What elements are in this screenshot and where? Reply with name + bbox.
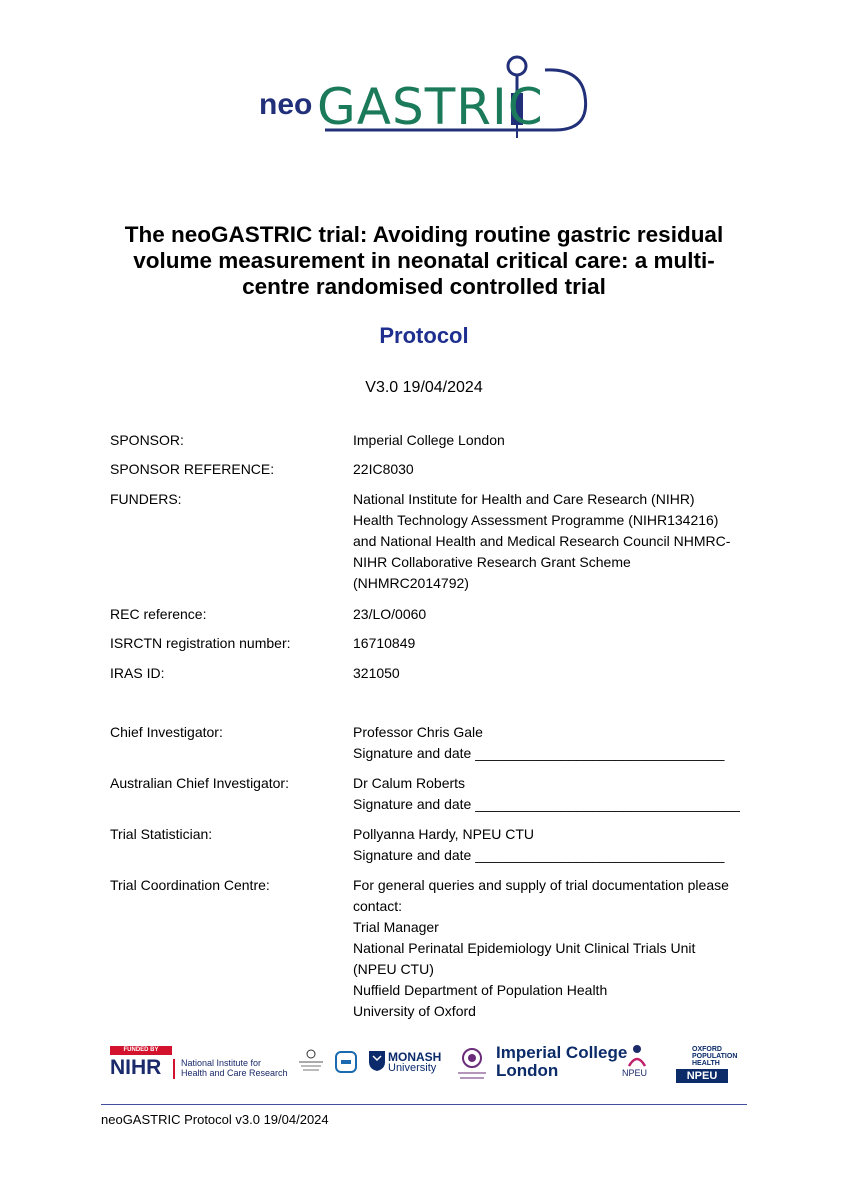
rec-reference-label: REC reference: <box>110 606 207 622</box>
logo-neo-text: neo <box>259 88 313 121</box>
sponsor-label: SPONSOR: <box>110 432 184 448</box>
coordination-centre-value: For general queries and supply of trial documentation please contact: Trial Manager National Perinatal Epidemiology Unit Clinical Trials Unit (NPEU CTU) Nuffield Department of Population Health University of Oxford <box>353 877 729 1019</box>
footer-divider <box>101 1104 747 1105</box>
title-line: centre randomised controlled trial <box>242 274 606 299</box>
nihr-funded-by-badge: FUNDED BY <box>110 1046 172 1055</box>
document-title <box>90 222 758 300</box>
australian-ci-value: Dr Calum Roberts Signature and date __________________________________ <box>353 773 753 815</box>
npeu-figure-icon <box>626 1044 648 1068</box>
funders-value: National Institute for Health and Care Research (NIHR) Health Technology Assessment Programme (NIHR134216) and National Health and Medical Research Council NHMRC- NIHR Collaborative Research Grant Scheme (NHMRC2014792) <box>353 491 731 591</box>
rec-reference-value: 23/LO/0060 <box>353 606 427 622</box>
neogastric-logo <box>255 48 595 148</box>
funder-logos: FUNDED BY NIHR National Institute for Health and Care Research MONASH University Imperial College London NPEU OXFORD POPULATION HEALTH NPEU <box>110 1043 738 1082</box>
signature-line: Signature and date ________________________________ <box>353 745 725 761</box>
signature-line: Signature and date __________________________________ <box>353 796 740 812</box>
iras-value: 321050 <box>353 665 400 681</box>
oxford-population-health-logo: OXFORD POPULATION HEALTH <box>692 1046 738 1067</box>
coordination-centre-label: Trial Coordination Centre: <box>110 877 270 893</box>
isrctn-label: ISRCTN registration number: <box>110 635 291 651</box>
title-line: The neoGASTRIC trial: Avoiding routine gastric residual <box>124 222 724 247</box>
page-footer: neoGASTRIC Protocol v3.0 19/04/2024 <box>101 1112 329 1127</box>
signature-line: Signature and date ________________________________ <box>353 847 725 863</box>
nhmrc-logo-icon <box>335 1051 357 1073</box>
funders-label: FUNDERS: <box>110 491 182 507</box>
protocol-heading: Protocol <box>379 323 469 348</box>
nihr-divider <box>173 1059 175 1079</box>
sponsor-reference-value: 22IC8030 <box>353 461 414 477</box>
npeu-logo-text: NPEU <box>622 1068 648 1078</box>
chief-investigator-label: Chief Investigator: <box>110 724 223 740</box>
logo-gastric-text: GASTRIC <box>317 78 544 136</box>
imperial-college-logo: Imperial College London <box>496 1043 628 1080</box>
isrctn-value: 16710849 <box>353 635 416 651</box>
nihr-logo: NIHR <box>110 1056 162 1079</box>
australian-government-crest-icon <box>295 1048 327 1078</box>
chief-investigator-value: Professor Chris Gale Signature and date ________________________________ <box>353 722 753 764</box>
npeu-box-logo: NPEU <box>676 1069 728 1083</box>
trial-statistician-value: Pollyanna Hardy, NPEU CTU Signature and date ________________________________ <box>353 824 753 866</box>
iras-label: IRAS ID: <box>110 665 165 681</box>
title-line: volume measurement in neonatal critical care: a multi- <box>133 248 715 273</box>
trial-statistician-label: Trial Statistician: <box>110 826 213 842</box>
monash-shield-icon <box>368 1050 386 1072</box>
monash-newborn-logo-icon <box>455 1046 489 1082</box>
version-date: V3.0 19/04/2024 <box>365 379 483 396</box>
nihr-full-name: National Institute for Health and Care Research <box>181 1058 288 1078</box>
sponsor-value: Imperial College London <box>353 432 505 448</box>
sponsor-reference-label: SPONSOR REFERENCE: <box>110 461 275 477</box>
australian-ci-label: Australian Chief Investigator: <box>110 775 289 791</box>
